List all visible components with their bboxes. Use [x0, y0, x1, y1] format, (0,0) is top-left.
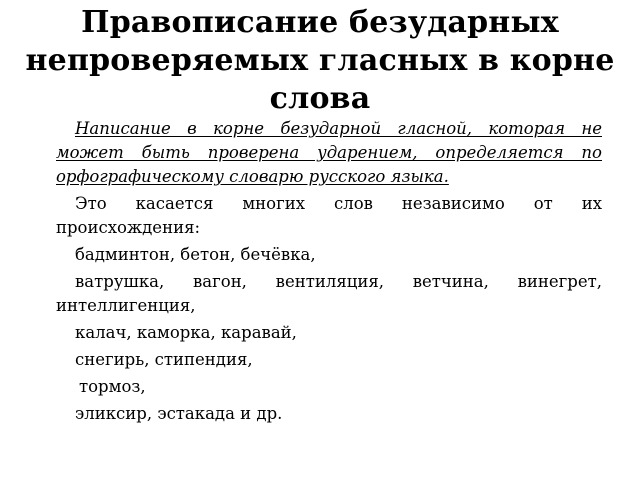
slide-title: Правописание безударных непроверяемых гласных в корне слова	[25, 5, 615, 116]
word-group-1: бадминтон, бетон, бечёвка,	[75, 245, 316, 264]
slide-body	[56, 117, 602, 426]
word-group-2: ватрушка, вагон, вентиляция, ветчина, винегрет, интеллигенция,	[56, 272, 602, 315]
rule-definition: Написание в корне безударной гласной, которая не может быть проверена ударением, определяется по орфографическому словарю русского языка.	[56, 119, 602, 186]
word-group-4: снегирь, стипендия,	[75, 350, 253, 369]
word-group-5: тормоз,	[79, 377, 146, 396]
word-group-6: эликсир, эстакада и др.	[75, 404, 283, 423]
rule-scope-statement: Это касается многих слов независимо от их происхождения:	[56, 194, 602, 237]
word-group-3: калач, каморка, каравай,	[75, 323, 297, 342]
